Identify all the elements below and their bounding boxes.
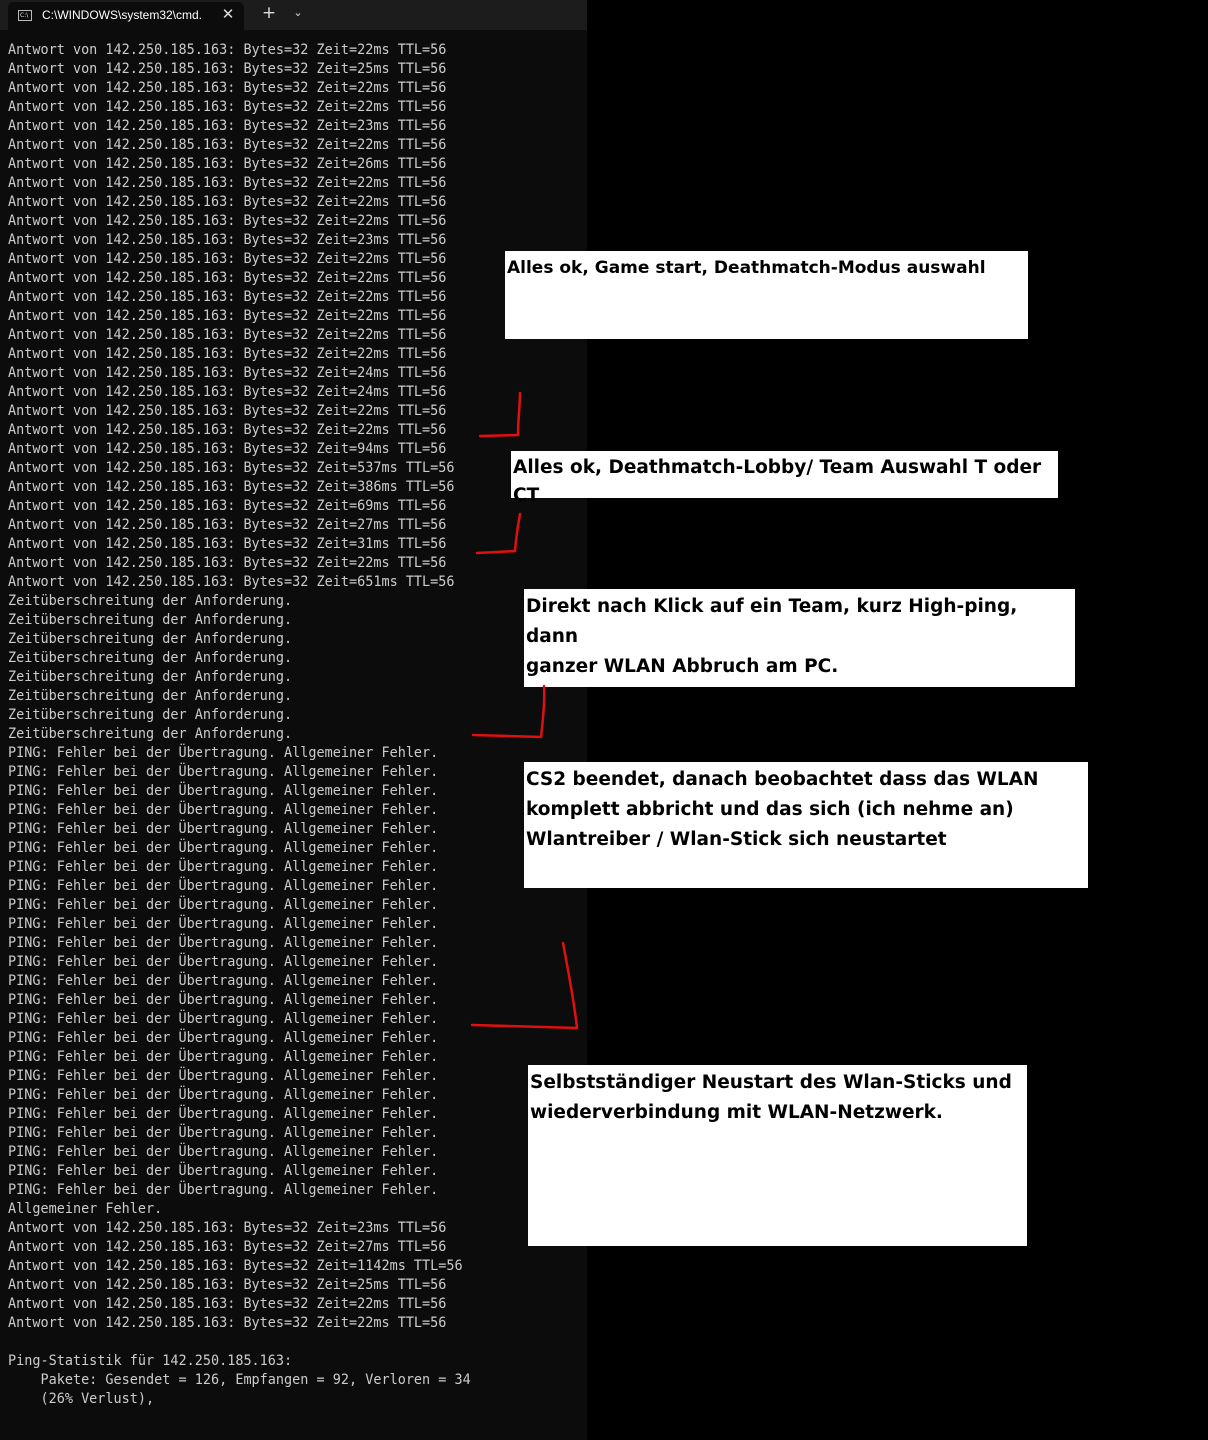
console-line: Antwort von 142.250.185.163: Bytes=32 Zeit=27ms TTL=56: [8, 517, 447, 533]
console-line: Antwort von 142.250.185.163: Bytes=32 Zeit=22ms TTL=56: [8, 194, 447, 210]
console-line: PING: Fehler bei der Übertragung. Allgemeiner Fehler.: [8, 897, 439, 913]
console-line: PING: Fehler bei der Übertragung. Allgemeiner Fehler.: [8, 1011, 439, 1027]
console-line: PING: Fehler bei der Übertragung. Allgemeiner Fehler.: [8, 935, 439, 951]
console-line: Antwort von 142.250.185.163: Bytes=32 Zeit=1142ms TTL=56: [8, 1258, 463, 1274]
console-line: Antwort von 142.250.185.163: Bytes=32 Zeit=22ms TTL=56: [8, 251, 447, 267]
console-line: Pakete: Gesendet = 126, Empfangen = 92, Verloren = 34: [8, 1372, 471, 1388]
console-line: Antwort von 142.250.185.163: Bytes=32 Zeit=23ms TTL=56: [8, 232, 447, 248]
console-line: PING: Fehler bei der Übertragung. Allgemeiner Fehler.: [8, 745, 439, 761]
console-line: Antwort von 142.250.185.163: Bytes=32 Zeit=22ms TTL=56: [8, 289, 447, 305]
console-line: PING: Fehler bei der Übertragung. Allgemeiner Fehler.: [8, 916, 439, 932]
console-line: PING: Fehler bei der Übertragung. Allgemeiner Fehler.: [8, 783, 439, 799]
console-line: Zeitüberschreitung der Anforderung.: [8, 669, 293, 685]
tab-title: C:\WINDOWS\system32\cmd.: [42, 8, 203, 22]
console-line: PING: Fehler bei der Übertragung. Allgemeiner Fehler.: [8, 954, 439, 970]
console-line: Allgemeiner Fehler.: [8, 1201, 163, 1217]
console-line: Antwort von 142.250.185.163: Bytes=32 Zeit=27ms TTL=56: [8, 1239, 447, 1255]
console-line: Antwort von 142.250.185.163: Bytes=32 Zeit=22ms TTL=56: [8, 42, 447, 58]
terminal-icon: C:\: [18, 10, 32, 21]
console-line: Antwort von 142.250.185.163: Bytes=32 Zeit=22ms TTL=56: [8, 1315, 447, 1331]
console-line: Antwort von 142.250.185.163: Bytes=32 Zeit=22ms TTL=56: [8, 137, 447, 153]
console-line: Antwort von 142.250.185.163: Bytes=32 Zeit=23ms TTL=56: [8, 1220, 447, 1236]
console-line: PING: Fehler bei der Übertragung. Allgemeiner Fehler.: [8, 1182, 439, 1198]
console-line: Zeitüberschreitung der Anforderung.: [8, 688, 293, 704]
console-line: PING: Fehler bei der Übertragung. Allgemeiner Fehler.: [8, 1125, 439, 1141]
console-line: Zeitüberschreitung der Anforderung.: [8, 593, 293, 609]
console-line: PING: Fehler bei der Übertragung. Allgemeiner Fehler.: [8, 821, 439, 837]
marker-bracket-3: [473, 686, 544, 737]
console-line: Antwort von 142.250.185.163: Bytes=32 Zeit=23ms TTL=56: [8, 118, 447, 134]
console-line: PING: Fehler bei der Übertragung. Allgemeiner Fehler.: [8, 1030, 439, 1046]
marker-bracket-4: [472, 943, 577, 1028]
console-line: Antwort von 142.250.185.163: Bytes=32 Zeit=24ms TTL=56: [8, 365, 447, 381]
console-line: PING: Fehler bei der Übertragung. Allgemeiner Fehler.: [8, 1087, 439, 1103]
console-line: Antwort von 142.250.185.163: Bytes=32 Zeit=537ms TTL=56: [8, 460, 455, 476]
console-line: Antwort von 142.250.185.163: Bytes=32 Zeit=22ms TTL=56: [8, 270, 447, 286]
annotation-restart: Selbstständiger Neustart des Wlan-Sticks und wiederverbindung mit WLAN-Netzwerk.: [528, 1065, 1027, 1246]
console-line: Zeitüberschreitung der Anforderung.: [8, 650, 293, 666]
console-line: PING: Fehler bei der Übertragung. Allgemeiner Fehler.: [8, 992, 439, 1008]
annotation-team-click: Direkt nach Klick auf ein Team, kurz High-ping, dann ganzer WLAN Abbruch am PC.: [524, 589, 1075, 687]
console-line: Antwort von 142.250.185.163: Bytes=32 Zeit=22ms TTL=56: [8, 213, 447, 229]
marker-bracket-1: [480, 393, 520, 436]
console-line: Zeitüberschreitung der Anforderung.: [8, 726, 293, 742]
console-line: Antwort von 142.250.185.163: Bytes=32 Zeit=22ms TTL=56: [8, 99, 447, 115]
console-line: Ping-Statistik für 142.250.185.163:: [8, 1353, 293, 1369]
console-line: Antwort von 142.250.185.163: Bytes=32 Zeit=31ms TTL=56: [8, 536, 447, 552]
console-line: Antwort von 142.250.185.163: Bytes=32 Zeit=22ms TTL=56: [8, 555, 447, 571]
new-tab-icon[interactable]: +: [261, 3, 277, 23]
console-line: PING: Fehler bei der Übertragung. Allgemeiner Fehler.: [8, 1068, 439, 1084]
console-line: PING: Fehler bei der Übertragung. Allgemeiner Fehler.: [8, 1163, 439, 1179]
console-line: Antwort von 142.250.185.163: Bytes=32 Zeit=386ms TTL=56: [8, 479, 455, 495]
console-line: Zeitüberschreitung der Anforderung.: [8, 707, 293, 723]
console-line: Antwort von 142.250.185.163: Bytes=32 Zeit=22ms TTL=56: [8, 308, 447, 324]
close-icon[interactable]: ✕: [221, 5, 235, 23]
annotation-game-start: Alles ok, Game start, Deathmatch-Modus auswahl: [505, 251, 1028, 339]
annotation-cs2-ended: CS2 beendet, danach beobachtet dass das WLAN komplett abbricht und das sich (ich nehme an) Wlantreiber / Wlan-Stick sich neustartet: [524, 762, 1088, 888]
console-line: Antwort von 142.250.185.163: Bytes=32 Zeit=94ms TTL=56: [8, 441, 447, 457]
annotation-lobby: Alles ok, Deathmatch-Lobby/ Team Auswahl T oder CT: [511, 451, 1058, 498]
console-line: Antwort von 142.250.185.163: Bytes=32 Zeit=22ms TTL=56: [8, 175, 447, 191]
console-line: Antwort von 142.250.185.163: Bytes=32 Zeit=26ms TTL=56: [8, 156, 447, 172]
console-line: PING: Fehler bei der Übertragung. Allgemeiner Fehler.: [8, 859, 439, 875]
console-line: PING: Fehler bei der Übertragung. Allgemeiner Fehler.: [8, 1144, 439, 1160]
chevron-down-icon[interactable]: ⌄: [293, 6, 303, 19]
console-line: Antwort von 142.250.185.163: Bytes=32 Zeit=22ms TTL=56: [8, 80, 447, 96]
console-line: PING: Fehler bei der Übertragung. Allgemeiner Fehler.: [8, 973, 439, 989]
console-line: PING: Fehler bei der Übertragung. Allgemeiner Fehler.: [8, 764, 439, 780]
console-line: Antwort von 142.250.185.163: Bytes=32 Zeit=69ms TTL=56: [8, 498, 447, 514]
console-line: Antwort von 142.250.185.163: Bytes=32 Zeit=25ms TTL=56: [8, 61, 447, 77]
console-line: Antwort von 142.250.185.163: Bytes=32 Zeit=22ms TTL=56: [8, 1296, 447, 1312]
console-line: Antwort von 142.250.185.163: Bytes=32 Zeit=22ms TTL=56: [8, 327, 447, 343]
console-line: Antwort von 142.250.185.163: Bytes=32 Zeit=24ms TTL=56: [8, 384, 447, 400]
console-line: Antwort von 142.250.185.163: Bytes=32 Zeit=22ms TTL=56: [8, 346, 447, 362]
console-line: PING: Fehler bei der Übertragung. Allgemeiner Fehler.: [8, 1106, 439, 1122]
console-line: Antwort von 142.250.185.163: Bytes=32 Zeit=22ms TTL=56: [8, 403, 447, 419]
console-line: Zeitüberschreitung der Anforderung.: [8, 631, 293, 647]
console-line: PING: Fehler bei der Übertragung. Allgemeiner Fehler.: [8, 878, 439, 894]
console-line: Antwort von 142.250.185.163: Bytes=32 Zeit=651ms TTL=56: [8, 574, 455, 590]
marker-bracket-2: [477, 514, 520, 553]
console-line: Zeitüberschreitung der Anforderung.: [8, 612, 293, 628]
console-line: (26% Verlust),: [8, 1391, 155, 1407]
console-line: PING: Fehler bei der Übertragung. Allgemeiner Fehler.: [8, 802, 439, 818]
console-line: PING: Fehler bei der Übertragung. Allgemeiner Fehler.: [8, 840, 439, 856]
console-line: Antwort von 142.250.185.163: Bytes=32 Zeit=25ms TTL=56: [8, 1277, 447, 1293]
console-line: PING: Fehler bei der Übertragung. Allgemeiner Fehler.: [8, 1049, 439, 1065]
console-line: Antwort von 142.250.185.163: Bytes=32 Zeit=22ms TTL=56: [8, 422, 447, 438]
